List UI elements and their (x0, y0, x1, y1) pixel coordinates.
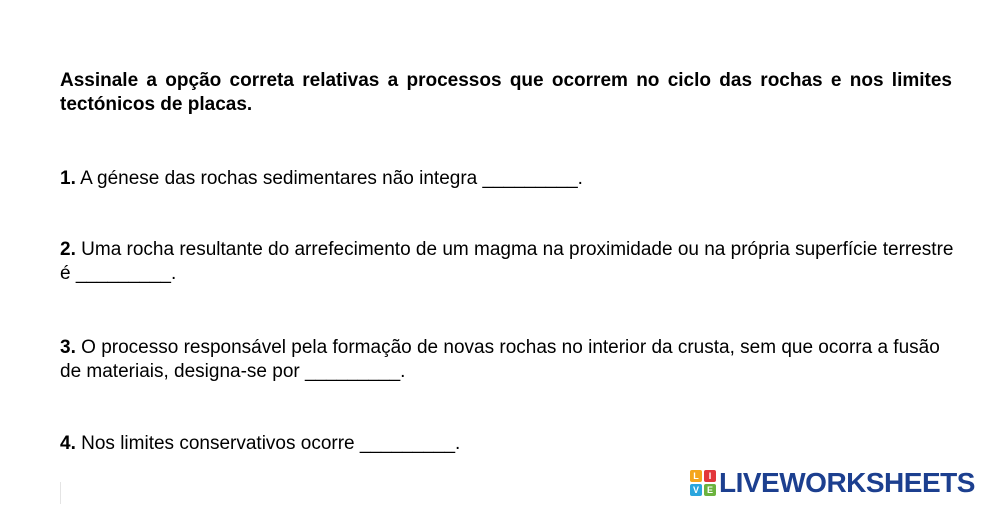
instruction-text: Assinale a opção correta relativas a processos que ocorrem no ciclo das rochas e nos limites tectónicos de placas. (60, 70, 952, 115)
question-end: . (400, 361, 406, 382)
logo-tile-l: L (690, 470, 702, 482)
logo-tile-v: V (690, 484, 702, 496)
liveworksheets-logo-icon (690, 470, 716, 496)
liveworksheets-brand (690, 468, 975, 498)
brand-name: LIVEWORKSHEETS (719, 467, 975, 498)
answer-blank[interactable]: _________ (482, 168, 578, 189)
margin-divider (60, 482, 61, 504)
answer-blank[interactable]: _________ (305, 361, 401, 382)
answer-blank[interactable]: _________ (359, 433, 456, 454)
question-4 (60, 432, 955, 456)
logo-tile-i: I (704, 470, 716, 482)
question-text: O processo responsável pela formação de novas rochas no interior da crusta, sem que ocorra a fusão de materiais, designa-se por (60, 337, 940, 382)
question-number: 2. (60, 239, 76, 260)
question-2 (60, 238, 955, 286)
answer-blank[interactable]: _________ (75, 263, 171, 284)
question-number: 4. (60, 433, 76, 454)
question-text: Uma rocha resultante do arrefecimento de um magma na proximidade ou na própria superfície terrestre é (60, 239, 954, 284)
question-end: . (577, 168, 583, 189)
question-text: A génese das rochas sedimentares não integra (80, 168, 478, 189)
logo-tile-e: E (704, 484, 716, 496)
question-number: 1. (60, 168, 76, 189)
question-3 (60, 336, 955, 384)
question-end: . (455, 433, 461, 454)
question-text: Nos limites conservativos ocorre (81, 433, 355, 454)
question-number: 3. (60, 337, 76, 358)
question-end: . (170, 263, 177, 284)
question-1 (60, 167, 955, 191)
